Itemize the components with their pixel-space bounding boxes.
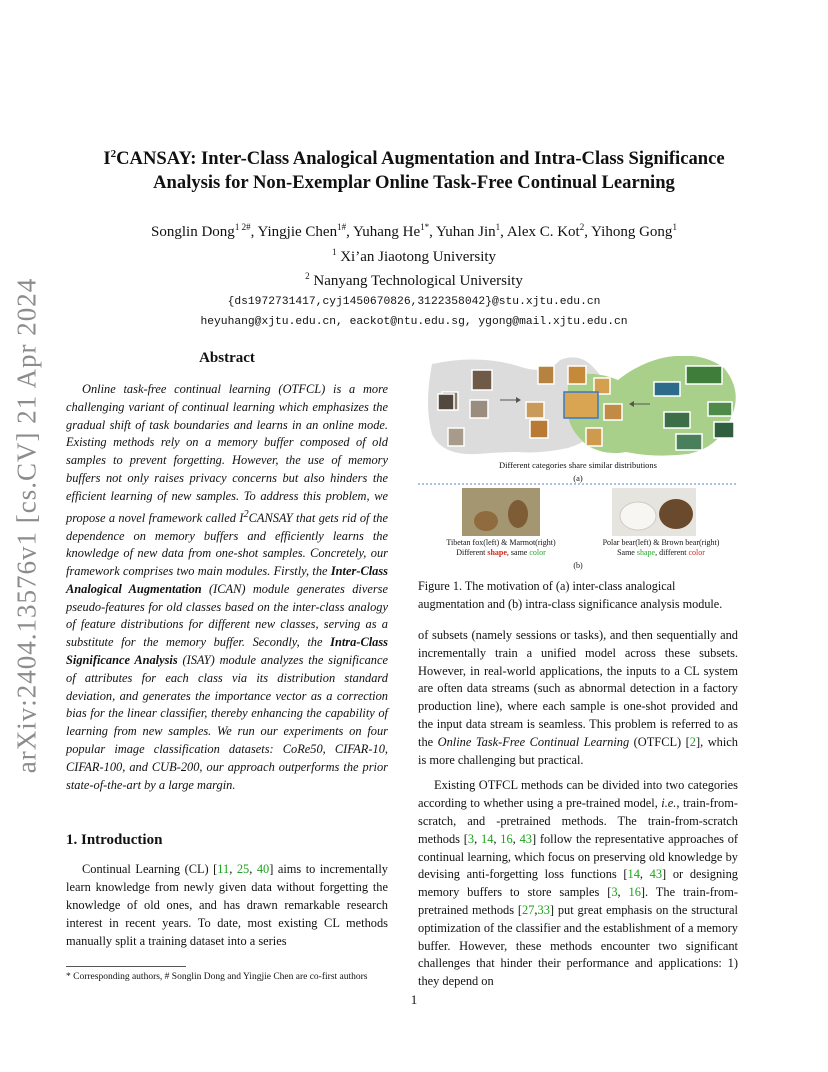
citation-link[interactable]: 2 <box>689 734 696 749</box>
citation-link[interactable]: 14 <box>627 867 640 882</box>
citation-link[interactable]: 14 <box>481 831 494 846</box>
title-line-1: $I^2CANSAY$: Inter-Class Analogical Augmentation and Intra-Class Significance <box>103 148 725 170</box>
citation-link[interactable]: 16 <box>500 831 513 846</box>
figure-part-a-label: (a) <box>573 473 583 483</box>
title-line-2: Analysis for Non-Exemplar Online Task-Free Continual Learning <box>153 172 675 194</box>
footnote-divider <box>66 966 186 967</box>
citation-link[interactable]: 25 <box>236 862 250 877</box>
page-number: 1 <box>410 992 418 1007</box>
right-column <box>418 356 738 991</box>
paper-title <box>60 142 768 195</box>
car-thumbnail <box>654 382 680 396</box>
citation-link[interactable]: 3 <box>611 885 618 900</box>
author-block <box>60 218 768 332</box>
citation-link[interactable]: 33 <box>537 902 550 917</box>
introduction-heading: 1. Introduction <box>66 832 163 849</box>
car-thumbnail <box>714 422 734 438</box>
citation-link[interactable]: 16 <box>628 885 641 900</box>
citation-link[interactable]: 3 <box>467 831 475 846</box>
cat-thumbnail <box>438 394 454 410</box>
citation-link[interactable]: 43 <box>649 867 663 882</box>
cat-thumbnail <box>470 400 488 418</box>
highlighted-dog-thumbnail <box>564 392 598 418</box>
dog-thumbnail <box>586 428 602 446</box>
email-line-1: {ds1972731417,cyj1450670826,3122358042}@stu.xjtu.edu.cn <box>227 295 601 308</box>
car-thumbnail <box>686 366 722 384</box>
author-list: Songlin Dong$^{1 2\#}$, Yingjie Chen$^{1\#}$, Yuhang $He^{1*}$, Yuhan Jin$^1$, Alex C. Kot$^2$, Yihong Gong$^1$ <box>151 222 677 240</box>
abstract-text: Online task-free continual learning (OTFCL) is a more challenging variant of continual learning which emphasizes the gradual shift of task boundaries and learns in an online mode. Existing methods rely on a memory buffer composed of old samples to prevent forgetting. However, the use of memory buffers not only raises privacy concerns but also hinders the efficient learning of new samples. To address this problem, we propose a novel framework called $I^2CANSAY$ that gets rid of the dependence on memory buffers and efficiently learns the knowledge of new data from one-shot samples. Concretely, our framework comprises two main modules. Firstly, the Inter-Class Analogical Augmentation (ICAN) module generates diverse pseudo-features for old classes based on the inter-class analogy of feature distributions for different new classes, serving as a substitute for the memory buffer. Secondly, the Intra-Class Significance Analysis (ISAY) module analyzes the significance of attributes for each class via its distribution standard deviation, and generates the importance vector as a correction bias for the linear classifier, thereby enhancing the capability of learning from new samples. We run our experiments on four popular image classification datasets: CoRe50, CIFAR-10, CIFAR-100, and CUB-200, our approach outperforms the prior state-of-the-art by a large margin. <box>66 382 389 792</box>
abstract-heading: Abstract <box>199 350 255 366</box>
intro-paragraph: Continual Learning (CL) [11, 25, 40] aims to incrementally learn knowledge from newly given data without forgetting the knowledge of old ones, and has drawn remarkable research interest in recent years. To date, most existing CL methods manually split a training dataset into a series <box>66 862 388 948</box>
footnote: * Corresponding authors, # Songlin Dong and Yingjie Chen are co-first authors <box>66 972 368 983</box>
dog-thumbnail <box>568 366 586 384</box>
citation-link[interactable]: 11 <box>217 862 230 877</box>
figure-part-b-label: (b) <box>573 561 583 570</box>
figure-1 <box>418 356 738 578</box>
fox-marmot-photo <box>462 488 540 536</box>
cat-thumbnail <box>472 370 492 390</box>
figure-caption: Figure 1. The motivation of (a) inter-class analogical augmentation and (b) intra-class significance analysis module. <box>418 579 723 611</box>
body-paragraph-1: of subsets (namely sessions or tasks), and then sequentially and incrementally train a unified model across these subsets. However, in real-world applications, the inputs to a CL system are often data streams (such as abnormal detection in a factory production line), where each sample is one-shot provided and the input data stream is seamless. This problem is referred to as the Online Task-Free Continual Learning (OTFCL) [2], which is more challenging but practical. <box>418 628 738 767</box>
body-paragraph-2: Existing OTFCL methods can be divided into two categories according to whether using a pre-trained model, i.e., train-from-scratch, and -pretrained methods. The train-from-scratch methods [3, 14, 16, 43] follow the representative approaches of continual learning, which focus on preserving old knowledge by devising anti-forgetting loss functions [14, 43] or designing memory buffers to store samples [3, 16]. The train-from-pretrained methods [27,33] put great emphasis on the structural optimization of the classifier and the establishment of a memory buffer. However, these methods encounter two significant challenges that hinder their performance and applications: 1) they depend on <box>418 778 739 989</box>
bear-caption: Polar bear(left) & Brown bear(right) Same shape, different color <box>602 538 720 557</box>
car-thumbnail <box>676 434 702 450</box>
citation-link[interactable]: 40 <box>256 862 270 877</box>
citation-link[interactable]: 27 <box>522 902 535 917</box>
arxiv-stamp: arXiv:2404.13576v1 [cs.CV] 21 Apr 2024 <box>11 277 42 774</box>
left-column <box>66 350 388 984</box>
car-thumbnail <box>664 412 690 428</box>
dog-thumbnail <box>530 420 548 438</box>
fox-marmot-caption: Tibetan fox(left) & Marmot(right) Different shape, same color <box>446 538 556 557</box>
dog-thumbnail <box>604 404 622 420</box>
affiliation-2: $^2$ Nanyang Technological University <box>305 271 523 289</box>
citation-link[interactable]: 43 <box>519 831 532 846</box>
dog-thumbnail <box>538 366 554 384</box>
dog-thumbnail <box>526 402 544 418</box>
figure-part-a-caption: Different categories share similar distributions <box>499 460 657 470</box>
cat-thumbnail <box>448 428 464 446</box>
email-line-2: heyuhang@xjtu.edu.cn, eackot@ntu.edu.sg, ygong@mail.xjtu.edu.cn <box>200 315 628 328</box>
car-thumbnail <box>708 402 732 416</box>
affiliation-1: $^1$ Xi’an Jiaotong University <box>331 246 497 265</box>
